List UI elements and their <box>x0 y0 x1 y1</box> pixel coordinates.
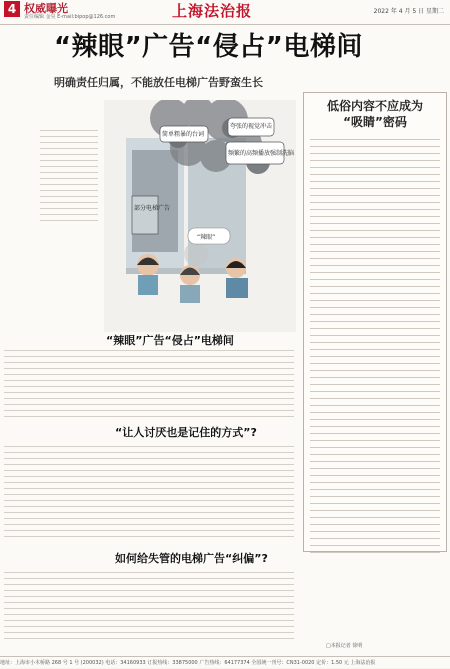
label-frequency: 频繁的高频播放强制洗脑 <box>228 150 295 157</box>
section2-heading: “让人讨厌也是记住的方式”? <box>115 426 257 439</box>
subheadline: 明确责任归属，不能放任电梯广告野蛮生长 <box>54 76 263 89</box>
sidebar-body <box>310 139 440 539</box>
section2-text <box>4 446 294 542</box>
main-headline: “辣眼”广告“侵占”电梯间 <box>54 32 363 62</box>
section1-text <box>4 350 294 422</box>
sidebar-title-line2: “吸睛”密码 <box>343 115 407 129</box>
sidebar-author: □本报记者 徐明 <box>326 643 363 649</box>
page-number: 4 <box>4 1 20 17</box>
section1-heading: “辣眼”广告“侵占”电梯间 <box>106 334 234 347</box>
label-slogan: 简单粗暴的台词 <box>162 131 205 138</box>
editor-meta: 责任编辑 金昊 E-mail:bipop@126.com <box>24 14 116 20</box>
elevator-illustration <box>104 100 296 332</box>
label-ads: 部分电梯广告 <box>134 205 171 212</box>
issue-date: 2022 年 4 月 5 日 星期二 <box>373 8 444 15</box>
section3-text <box>4 572 294 644</box>
page-footer: 地址：上海市小木桥路 268 号 1 号 (200032) 电话：34160933 订报热线：33875000 广告热线：64177374 全国统一刊号：CN31-0020 定价：1.50 元 上海法治报 <box>0 656 450 669</box>
section-title: 权威曝光 <box>24 2 68 15</box>
masthead: 上海法治报 <box>172 2 253 20</box>
sidebar-title-line1: 低俗内容不应成为 <box>326 99 423 113</box>
section3-heading: 如何给失管的电梯广告“纠偏”? <box>115 552 268 565</box>
page-header <box>0 0 450 25</box>
sidebar-commentary <box>303 92 447 552</box>
label-visual: 夸张的视觉冲击 <box>230 123 273 130</box>
label-eye: “辣眼” <box>197 234 216 241</box>
intro-text <box>40 130 98 226</box>
